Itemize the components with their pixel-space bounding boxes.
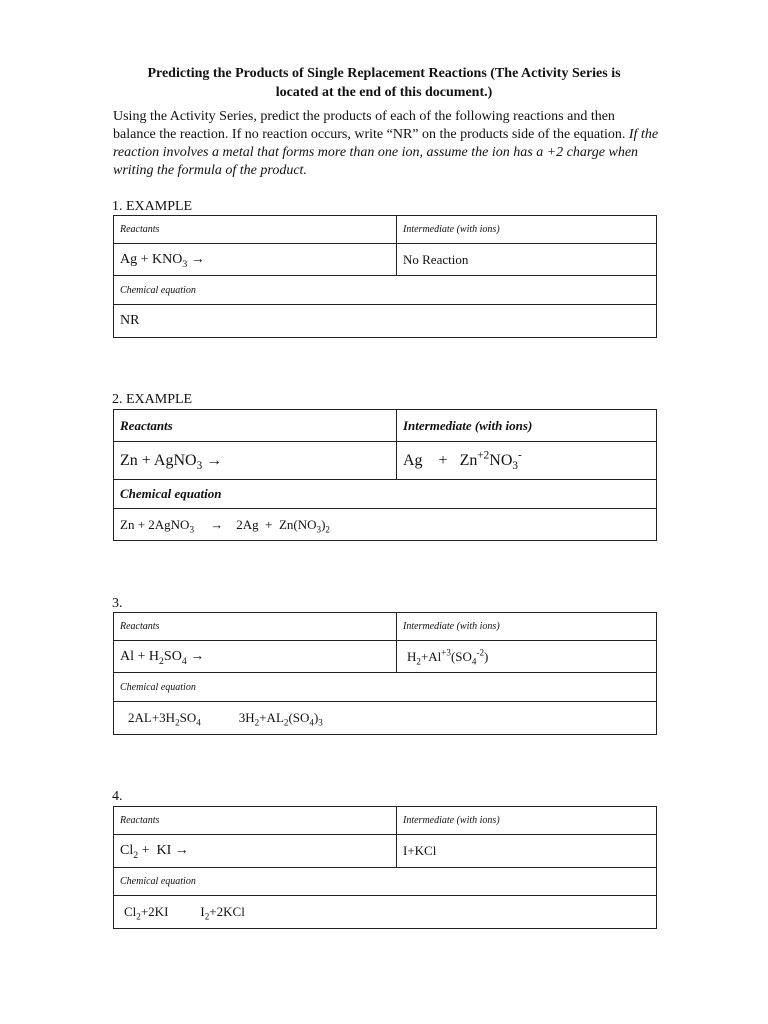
subscript: 2 — [204, 911, 210, 922]
subscript: 2 — [136, 911, 141, 922]
subscript: 2 — [133, 849, 139, 861]
equation-text: +2KCl — [209, 904, 245, 919]
reactants-text: Cl — [120, 843, 134, 858]
subscript: 3 — [316, 524, 322, 535]
title-line-2: located at the end of this document.) — [275, 85, 493, 100]
problem-4-table — [113, 806, 657, 929]
equation-text: +2KI — [140, 904, 169, 919]
reactants-cell[interactable] — [114, 244, 397, 276]
title-line-1: Predicting the Products of Single Replacement Reactions (The Activity Series is — [147, 66, 621, 81]
problem-3-table — [113, 612, 657, 735]
problem-1-label: 1. EXAMPLE — [112, 199, 193, 214]
equation-text: Zn + 2AgNO — [120, 516, 190, 532]
subscript: 3 — [182, 258, 188, 270]
equation-text: I — [200, 904, 205, 919]
instructions-text: Using the Activity Series, predict the products of each of the following reactions and then balance the reaction. If no reaction occurs, write “NR” on the products side of the equation. — [113, 109, 626, 142]
equation-text: +AL — [259, 710, 284, 725]
subscript: 3 — [196, 459, 203, 472]
reactants-header: Reactants — [114, 613, 397, 641]
reactants-header: Reactants — [114, 410, 397, 442]
chemical-equation-header: Chemical equation — [114, 480, 657, 509]
superscript: -2 — [476, 647, 485, 658]
chemical-equation-header: Chemical equation — [114, 868, 657, 896]
subscript: 2 — [416, 656, 421, 667]
subscript: 3 — [512, 459, 518, 472]
intermediate-header: Intermediate (with ions) — [397, 410, 657, 442]
reactants-text: + KI → — [138, 843, 189, 858]
intermediate-text: +Al — [420, 648, 442, 664]
intermediate-cell[interactable]: I+KCl — [397, 835, 657, 868]
page-title — [112, 64, 656, 102]
intermediate-header: Intermediate (with ions) — [397, 807, 657, 835]
instructions-italic-note: If the reaction involves a metal that forms more than one ion, assume the ion has a +2 charge when writing the formula of the product. — [113, 127, 659, 178]
subscript: 2 — [254, 717, 260, 728]
chemical-equation-cell[interactable] — [114, 509, 657, 541]
chemical-equation-cell[interactable] — [114, 896, 657, 929]
chemical-equation-cell[interactable]: NR — [114, 305, 657, 338]
equation-text: 2AL+3H — [128, 710, 176, 725]
equation-text: (SO — [288, 710, 310, 725]
subscript: 4 — [181, 655, 187, 667]
reactants-header: Reactants — [114, 807, 397, 835]
reactants-cell[interactable] — [114, 442, 397, 480]
reactants-text: Ag + KNO — [120, 251, 183, 267]
intermediate-cell[interactable]: No Reaction — [397, 244, 657, 276]
problem-4-label: 4. — [112, 789, 123, 804]
superscript: - — [517, 449, 522, 462]
intermediate-text: NO — [489, 451, 513, 469]
reactants-cell[interactable] — [114, 835, 397, 868]
subscript: 2 — [325, 524, 330, 535]
superscript: +2 — [477, 449, 490, 462]
intermediate-header: Intermediate (with ions) — [397, 613, 657, 641]
equation-text: 3H — [238, 710, 255, 725]
reactants-header: Reactants — [114, 216, 397, 244]
subscript: 3 — [318, 717, 323, 728]
equation-text: ) — [313, 710, 319, 725]
reactants-cell[interactable] — [114, 641, 397, 673]
subscript: 4 — [471, 656, 477, 667]
equation-text: ) — [321, 516, 326, 532]
instructions — [113, 108, 661, 180]
chemical-equation-cell[interactable] — [114, 702, 657, 735]
intermediate-cell[interactable] — [397, 442, 657, 480]
reactants-text: Al + H — [120, 648, 160, 664]
equation-text: → 2Ag + Zn(NO — [193, 516, 317, 532]
problem-1-table — [113, 215, 657, 338]
reactants-text: Zn + AgNO — [120, 451, 197, 469]
intermediate-cell[interactable] — [397, 641, 657, 673]
subscript: 4 — [309, 717, 314, 728]
intermediate-text: ) — [484, 648, 489, 664]
problem-3-label: 3. — [112, 596, 123, 611]
subscript: 4 — [196, 717, 201, 728]
reaction-arrow: → — [202, 451, 223, 469]
intermediate-text: (SO — [450, 648, 472, 664]
problem-2-table — [113, 409, 657, 541]
subscript: 2 — [159, 655, 164, 667]
superscript: +3 — [441, 647, 451, 658]
reaction-arrow: → — [186, 648, 205, 664]
chemical-equation-header: Chemical equation — [114, 673, 657, 702]
intermediate-header: Intermediate (with ions) — [397, 216, 657, 244]
subscript: 3 — [189, 524, 194, 535]
problem-2-label: 2. EXAMPLE — [112, 392, 193, 407]
subscript: 2 — [283, 717, 289, 728]
chemical-equation-header: Chemical equation — [114, 276, 657, 305]
equation-text: Cl — [124, 904, 137, 919]
reactants-text: SO — [163, 648, 182, 664]
subscript: 2 — [175, 717, 180, 728]
reaction-arrow: → — [187, 251, 205, 267]
equation-text: SO — [179, 710, 197, 725]
intermediate-text: Ag + Zn — [403, 451, 478, 469]
intermediate-text: H — [407, 648, 417, 664]
